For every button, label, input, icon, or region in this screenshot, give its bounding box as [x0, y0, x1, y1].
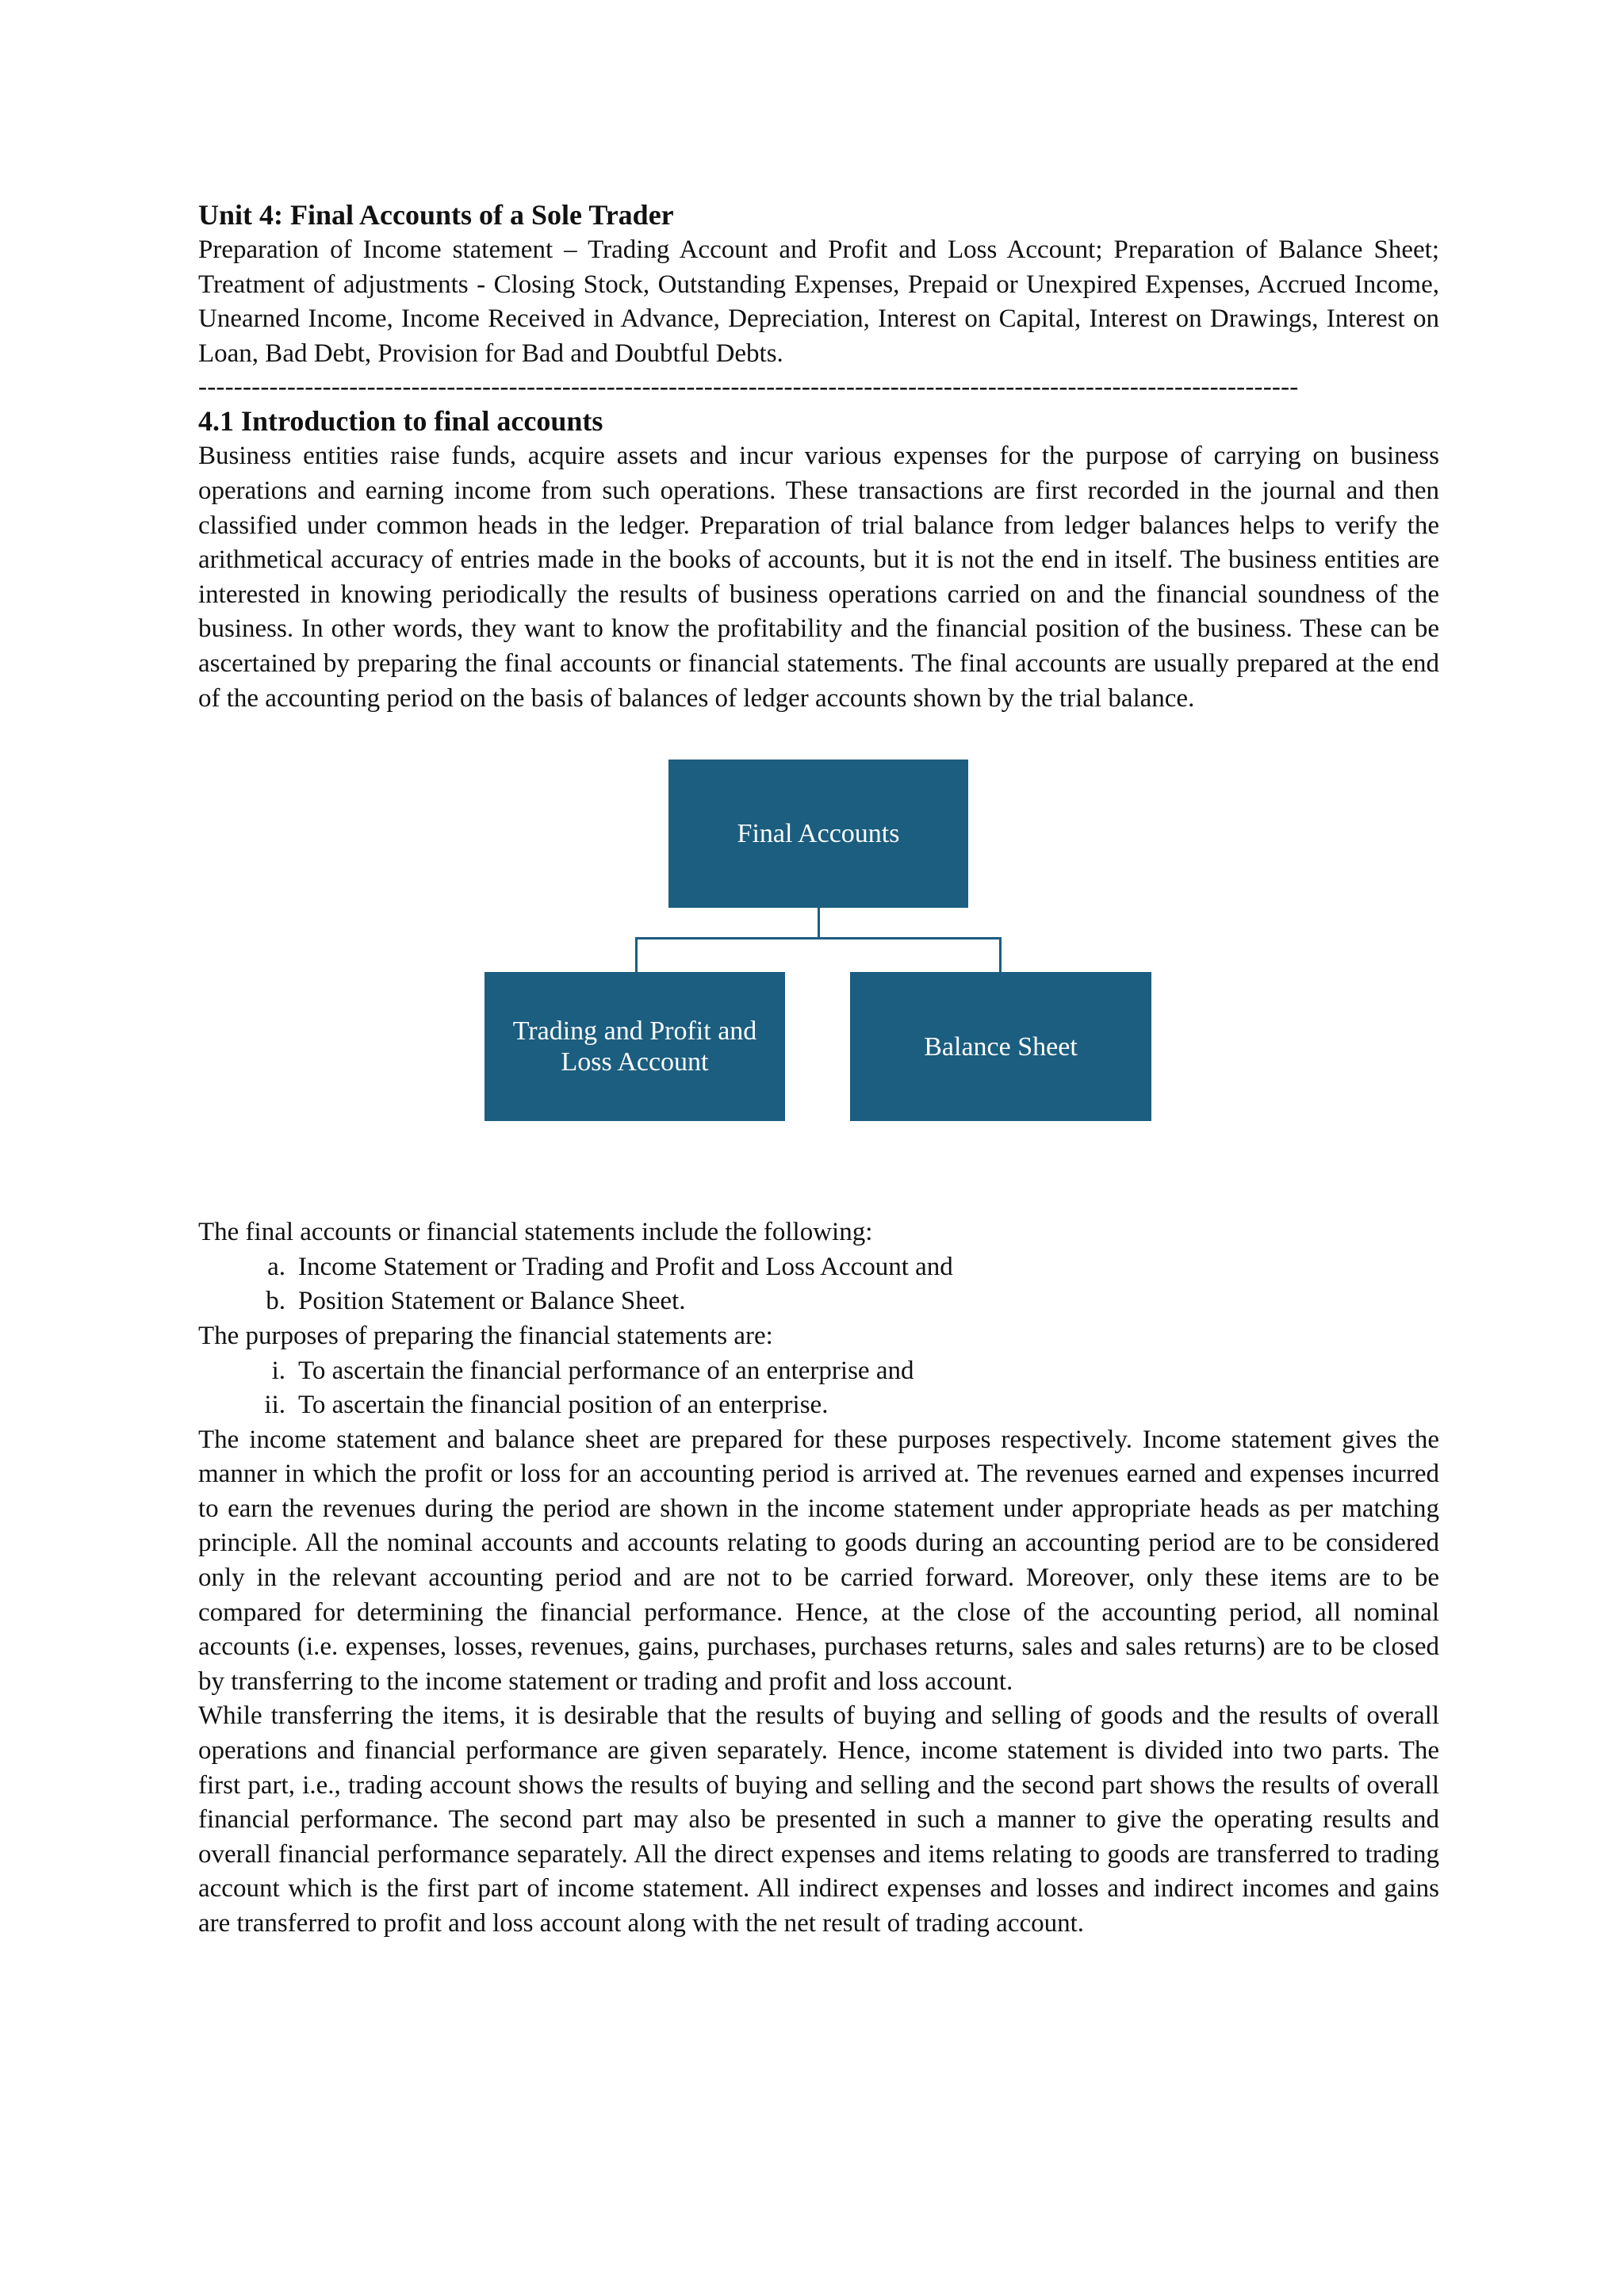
list-item-text: To ascertain the financial performance of an enterprise and [298, 1356, 914, 1385]
separator-line: ---------------------------------------------------------------------------------------------------------------------------- [198, 373, 1299, 402]
list-item-text: Income Statement or Trading and Profit and Loss Account and [298, 1252, 953, 1281]
diagram-right-label: Balance Sheet [924, 1031, 1078, 1062]
list-item-text: To ascertain the financial position of an enterprise. [298, 1391, 829, 1420]
list-marker: a. [267, 1252, 285, 1281]
list-item [198, 1250, 1439, 1285]
body-paragraph-2: While transferring the items, it is desirable that the results of buying and selling of goods and the results of overall operations and financial performance are given separately. Hence, income statement is divided into two parts. The first part, i.e., trading account shows the results of buying and selling and the second part shows the results of overall financial performance. The second part may also be presented in such a manner to give the operating results and overall financial performance separately. All the direct expenses and items relating to goods are transferred to trading account which is the first part of income statement. All indirect expenses and losses and indirect incomes and gains are transferred to profit and loss account along with the net result of trading account. [198, 1701, 1439, 1938]
list-item [198, 1354, 1439, 1389]
intro-paragraph: Business entities raise funds, acquire assets and incur various expenses for the purpose of carrying on business operations and earning income from such operations. These transactions are first recorded in the journal and then classified under common heads in the ledger. Preparation of trial balance from ledger balances helps to verify the arithmetical accuracy of entries made in the books of accounts, but it is not the end in itself. The business entities are interested in knowing periodically the results of business operations carried on and the financial soundness of the business. In other words, they want to know the profitability and the financial position of the business. These can be ascertained by preparing the final accounts or financial statements. The final accounts are usually prepared at the end of the accounting period on the basis of balances of ledger accounts shown by the trial balance. [198, 442, 1439, 713]
includes-intro: The final accounts or financial statements include the following: [198, 1218, 873, 1247]
final-accounts-diagram [198, 716, 1439, 1215]
diagram-root-node [668, 760, 968, 908]
list-item [198, 1284, 1439, 1319]
diagram-root-label: Final Accounts [737, 819, 900, 849]
diagram-right-node [850, 972, 1151, 1121]
diagram-left-label: Trading and Profit and Loss Account [512, 1016, 757, 1077]
list-marker: b. [266, 1287, 285, 1316]
body-paragraph-1: The income statement and balance sheet are prepared for these purposes respectively. Income statement gives the manner in which the profit or loss for an accounting period is arrived at. The revenues earned and expenses incurred to earn the revenues during the period are shown in the income statement under appropriate heads as per matching principle. All the nominal accounts and accounts relating to goods during an accounting period are to be considered only in the relevant accounting period and are not to be carried forward. Moreover, only these items are to be compared for determining the financial performance. Hence, at the close of the accounting period, all nominal accounts (i.e. expenses, losses, revenues, gains, purchases, purchases returns, sales and sales returns) are to be closed by transferring to the income statement or trading and profit and loss account. [198, 1425, 1439, 1696]
unit-syllabus: Preparation of Income statement – Trading Account and Profit and Loss Account; Preparation of Balance Sheet; Treatment of adjustments - Closing Stock, Outstanding Expenses, Prepaid or Unexpired Expenses, Accrued Income, Unearned Income, Income Received in Advance, Depreciation, Interest on Capital, Interest on Drawings, Interest on Loan, Bad Debt, Provision for Bad and Doubtful Debts. [198, 235, 1439, 368]
list-item-text: Position Statement or Balance Sheet. [298, 1287, 686, 1316]
includes-list [198, 1250, 1439, 1319]
diagram-connector-stem [818, 908, 820, 938]
diagram-connector-right [999, 937, 1002, 973]
purposes-intro: The purposes of preparing the financial statements are: [198, 1321, 773, 1350]
diagram-left-node [485, 972, 785, 1121]
unit-title: Unit 4: Final Accounts of a Sole Trader [198, 199, 674, 231]
list-marker: i. [271, 1356, 285, 1385]
diagram-connector-bar [635, 937, 1002, 939]
diagram-connector-left [635, 937, 638, 973]
list-item [198, 1388, 1439, 1423]
purposes-list [198, 1354, 1439, 1423]
list-marker: ii. [264, 1391, 285, 1420]
document-page [198, 197, 1439, 1942]
section-heading: 4.1 Introduction to final accounts [198, 405, 603, 438]
